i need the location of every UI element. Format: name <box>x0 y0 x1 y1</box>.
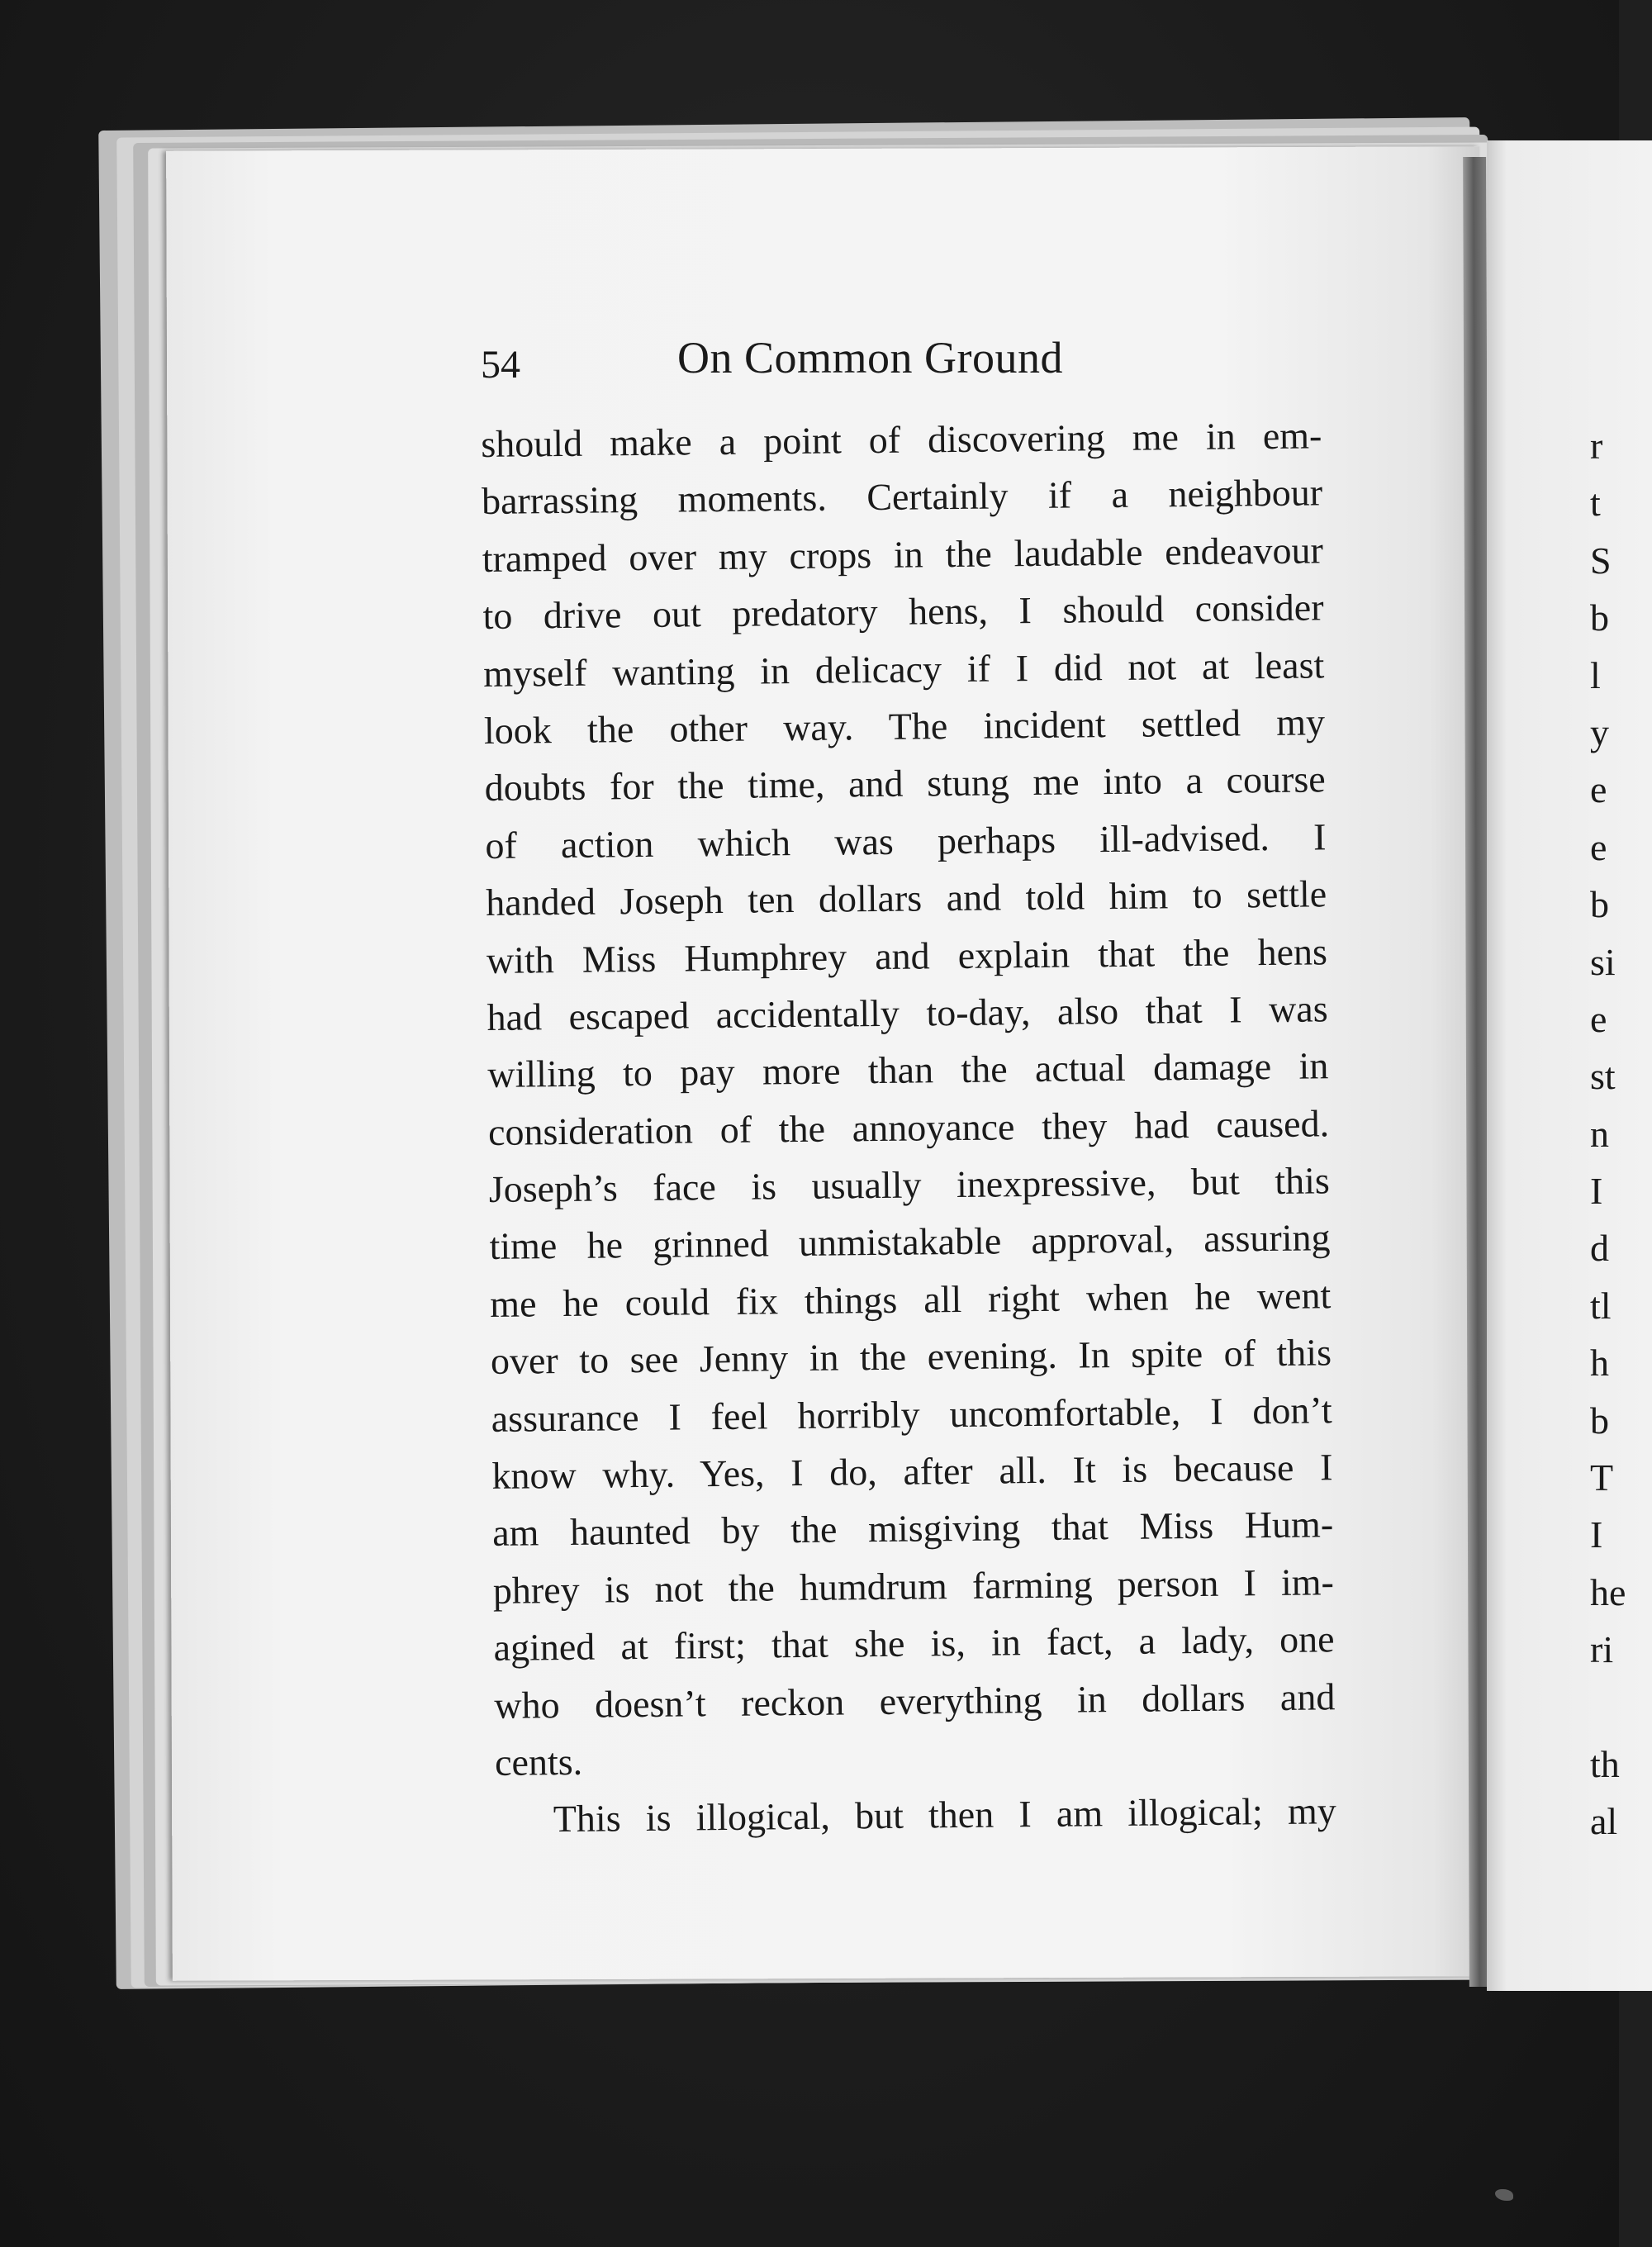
facing-page-fragment: si <box>1590 940 1616 983</box>
text-line: of action which was perhaps ill-advised. I <box>485 815 1327 867</box>
facing-page-fragment: l <box>1590 653 1601 696</box>
facing-page-fragment: h <box>1590 1342 1609 1385</box>
text-line: had escaped accidentally to-day, also that I was <box>487 987 1328 1038</box>
text-line: consideration of the annoyance they had caused. <box>487 1101 1330 1153</box>
text-line: phrey is not the humdrum farming person I im- <box>492 1561 1335 1612</box>
facing-page-fragment: r <box>1590 425 1603 467</box>
text-line: know why. Yes, I do, after all. It is because I <box>491 1446 1333 1497</box>
facing-page-fragment: th <box>1590 1742 1620 1785</box>
facing-page-fragment: y <box>1590 710 1609 753</box>
body-text <box>481 406 1336 1848</box>
facing-page-fragment: e <box>1590 768 1607 811</box>
facing-page-fragment <box>1590 1679 1640 1736</box>
facing-page-fragment: d <box>1590 1227 1609 1270</box>
text-line: assurance I feel horribly uncomfortable, I don’t <box>491 1388 1332 1440</box>
text-line: should make a point of discovering me in em- <box>481 414 1322 465</box>
facing-page-fragments <box>1590 417 1640 1850</box>
text-line: time he grinned unmistakable approval, assuring <box>489 1216 1331 1268</box>
text-line: Joseph’s face is usually inexpressive, but this <box>488 1159 1331 1211</box>
text-line: barrassing moments. Certainly if a neighbour <box>481 471 1323 523</box>
facing-page-fragment: tl <box>1590 1284 1612 1327</box>
page-number: 54 <box>481 343 520 387</box>
facing-page-fragment: b <box>1590 1399 1609 1442</box>
text-line: cents. <box>494 1740 583 1784</box>
text-line: This is illogical, but then I am illogical; my <box>553 1789 1337 1841</box>
text-line: handed Joseph ten dollars and told him to settle <box>485 872 1327 924</box>
text-line: myself wanting in delicacy if I did not at least <box>483 643 1325 695</box>
text-line: willing to pay more than the actual damage in <box>487 1044 1329 1096</box>
text-line: over to see Jenny in the evening. In spite of this <box>490 1331 1332 1383</box>
facing-page-fragment: e <box>1590 997 1607 1040</box>
text-line: to drive out predatory hens, I should consider <box>482 586 1324 638</box>
dust-speck <box>1495 2189 1513 2201</box>
facing-page-fragment: al <box>1590 1800 1618 1843</box>
facing-page-fragment: he <box>1590 1570 1626 1613</box>
facing-page-fragment: b <box>1590 883 1609 926</box>
facing-page-fragment: I <box>1590 1513 1603 1556</box>
facing-page-fragment: S <box>1590 539 1612 582</box>
text-line: agined at first; that she is, in fact, a lady, one <box>493 1618 1335 1670</box>
text-line: me he could fix things all right when he went <box>489 1274 1332 1325</box>
facing-page-fragment: b <box>1590 596 1609 639</box>
facing-page-fragment: t <box>1590 482 1601 525</box>
text-line: who doesn’t reckon everything in dollars and <box>494 1675 1336 1727</box>
facing-page-fragment: e <box>1590 825 1607 868</box>
facing-page-fragment: n <box>1590 1112 1609 1155</box>
text-line: with Miss Humphrey and explain that the hens <box>486 929 1328 981</box>
running-head: On Common Ground <box>677 333 1063 382</box>
text-line: look the other way. The incident settled my <box>483 701 1326 752</box>
facing-page-fragment: ri <box>1590 1628 1614 1671</box>
text-line: doubts for the time, and stung me into a course <box>484 758 1326 810</box>
text-line: tramped over my crops in the laudable endeavour <box>482 529 1324 580</box>
facing-page-fragment: st <box>1590 1055 1616 1098</box>
text-line: am haunted by the misgiving that Miss Hum- <box>491 1503 1334 1555</box>
facing-page-fragment: T <box>1590 1456 1614 1499</box>
facing-page-fragment: I <box>1590 1170 1603 1213</box>
